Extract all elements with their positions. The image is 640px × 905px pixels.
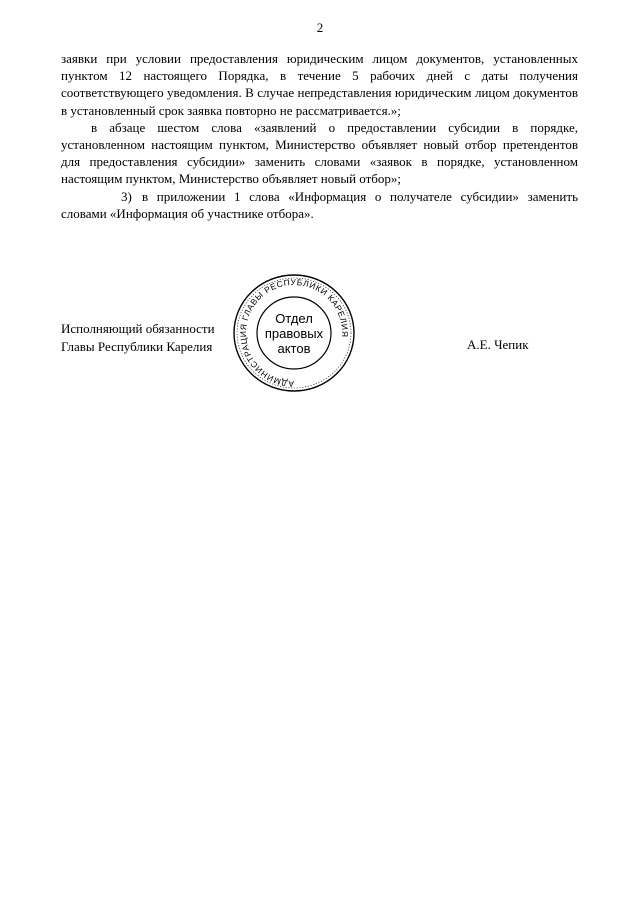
signer-name: А.Е. Чепик [467,337,529,352]
stamp-center-line-3: актов [277,341,311,356]
paragraph-2: в абзаце шестом слова «заявлений о предоставлении субсидии в порядке, установленном настоящим пунктом, Министерство объявляет новый отбор претендентов для предоставления субсидии» заменить словами «заявок в порядке, установленном настоящим пунктом, Министерство объявляет новый отбор»; [61,119,578,187]
official-stamp [230,271,358,395]
list-item-text: в приложении 1 слова «Информация о получателе субсидии» заменить словами «Информация об участнике отбора». [61,188,578,221]
list-item-3 [61,188,578,222]
signer-position-line-2: Главы Республики Карелия [61,339,213,354]
stamp-center-line-1: Отдел [275,311,313,326]
signer-position-line-1: Исполняющий обязанности [61,321,215,336]
paragraph-1: заявки при условии предоставления юридическим лицом документов, установленных пунктом 12 настоящего Порядка, в течение 5 рабочих дней с даты получения соответствующего уведомления. В случае непредставления юридическим лицом документов в установленный срок заявка повторно не рассматривается.»; [61,51,578,118]
stamp-ring-text: АДМИНИСТРАЦИЯ ГЛАВЫ РЕСПУБЛИКИ КАРЕЛИЯ [237,276,351,390]
page-number: 2 [316,20,324,35]
list-item-number: 3) [121,188,132,204]
stamp-center-line-2: правовых [264,326,324,341]
document-body [61,50,578,222]
